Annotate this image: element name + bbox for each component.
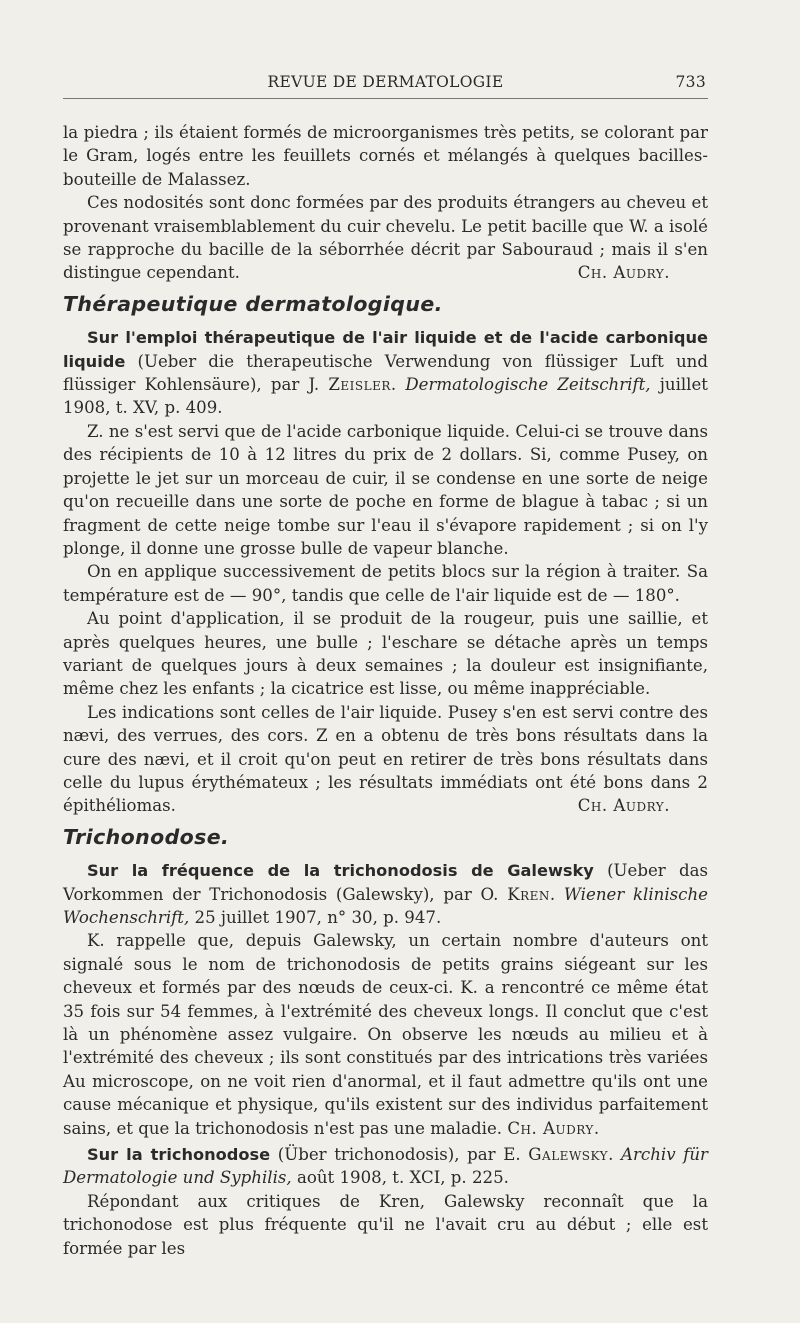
page (63, 70, 708, 1260)
abstract-title: Sur la trichonodose (87, 1145, 271, 1165)
journal-name: Archiv für Dermatologie und Syphilis, (63, 1145, 708, 1188)
abstract-reference-galewsky: Sur la trichonodose (Über trichonodosis), par E. Galewsky. Archiv für Dermatologie und Syphilis, août 1908, t. XCI, p. 225. (63, 1145, 708, 1188)
abstract-reference-kren: Sur la fréquence de la trichonodosis de Galewsky (Ueber das Vorkommen der Trichonodosis (Galewsky), par O. Kren. Wiener klinische Wochenschrift, 25 juillet 1907, n° 30, p. 947. (63, 861, 708, 927)
article-body (63, 121, 708, 1260)
abstract-title: Sur l'emploi thérapeutique de l'air liquide et de l'acide carbonique liquide (63, 328, 708, 371)
running-header (63, 70, 708, 99)
body-paragraph: Au point d'application, il se produit de la rougeur, puis une saillie, et après quelques heures, une bulle ; l'eschare se détache après un temps variant de quelques jours à deux semaines ; la douleur est insignifiante, même chez les enfants ; la cicatrice est lisse, ou même inappréciable. (63, 609, 708, 699)
author-name: Kren (507, 884, 550, 904)
page-number: 733 (675, 73, 706, 91)
section-heading-therapeutique: Thérapeutique dermatologique. (63, 291, 443, 316)
signature: Ch. Audry. (577, 796, 670, 816)
intro-paragraph-2: Ces nodosités sont donc formées par des produits étrangers au cheveu et provenant vraisemblablement du cuir chevelu. Le petit bacille que W. a isolé se rapproche du bacille de la séborrhée décrit par Sabouraud ; mais il s'en distingue cependant. Ch. Audry. (63, 191, 708, 285)
body-paragraph: Z. ne s'est servi que de l'acide carbonique liquide. Celui-ci se trouve dans des récipients de 10 à 12 litres du prix de 2 dollars. Si, comme Pusey, on projette le jet sur un morceau de cuir, il se condense en une sorte de neige qu'on recueille dans une sorte de poche en forme de blague à tabac ; si un fragment de cette neige tombe sur l'eau il s'évapore rapidement ; si on l'y plonge, il donne une grosse bulle de vapeur blanche. (63, 421, 708, 558)
journal-name: Wiener klinische Wochenschrift, (63, 884, 708, 927)
journal-title: REVUE DE DERMATOLOGIE (267, 73, 504, 91)
author-name: Zeisler (328, 375, 391, 395)
signature: Ch. Audry. (577, 263, 670, 283)
abstract-title: Sur la fréquence de la trichonodosis de Galewsky (87, 861, 594, 881)
intro-paragraph-1: la piedra ; ils étaient formés de microorganismes très petits, se colorant par le Gram, logés entre les feuillets cornés et mélangés à quelques bacilles-bouteille de Malassez. (63, 123, 708, 189)
signature: Ch. Audry. (507, 1118, 600, 1138)
journal-name: Dermatologische Zeitschrift, (405, 375, 651, 395)
body-paragraph: K. rappelle que, depuis Galewsky, un certain nombre d'auteurs ont signalé sous le nom de trichonodosis de petits grains siégeant sur les cheveux et formés par des nœuds de ceux-ci. K. a rencontré ce même état 35 fois sur 54 femmes, à l'extrémité des cheveux longs. Il conclut que c'est là un phénomène assez vulgaire. On observe les nœuds au milieu et à l'extrémité des cheveux ; ils sont constitués par des intrications très variées Au microscope, on ne voit rien d'anormal, et il faut admettre qu'ils ont une cause mécanique et physique, qu'ils existent sur des individus parfaitement sains, et que la trichonodosis n'est pas une maladie. Ch. Audry. (63, 931, 708, 1138)
section-heading-trichonodose: Trichonodose. (63, 824, 230, 849)
abstract-reference-zeisler: Sur l'emploi thérapeutique de l'air liquide et de l'acide carbonique liquide (Ueber die therapeutische Verwendung von flüssiger Luft und flüssiger Kohlensäure), par J. Zeisler. Dermatologische Zeitschrift, juillet 1908, t. XV, p. 409. (63, 328, 708, 418)
body-paragraph: On en applique successivement de petits blocs sur la région à traiter. Sa température est de — 90°, tandis que celle de l'air liquide est de — 180°. (63, 562, 708, 605)
author-name: Galewsky (528, 1145, 609, 1165)
body-paragraph: Les indications sont celles de l'air liquide. Pusey s'en est servi contre des nævi, des verrues, des cors. Z en a obtenu de très bons résultats dans la cure des nævi, et il croit qu'on peut en retirer de très bons résultats dans celle du lupus érythémateux ; les résultats immédiats ont été bons dans 2 épithéliomas. Ch. Audry. (63, 701, 708, 818)
body-paragraph: Répondant aux critiques de Kren, Galewsky reconnaît que la trichonodose est plus fréquente qu'il ne l'avait cru au début ; elle est formée par les (63, 1191, 708, 1258)
